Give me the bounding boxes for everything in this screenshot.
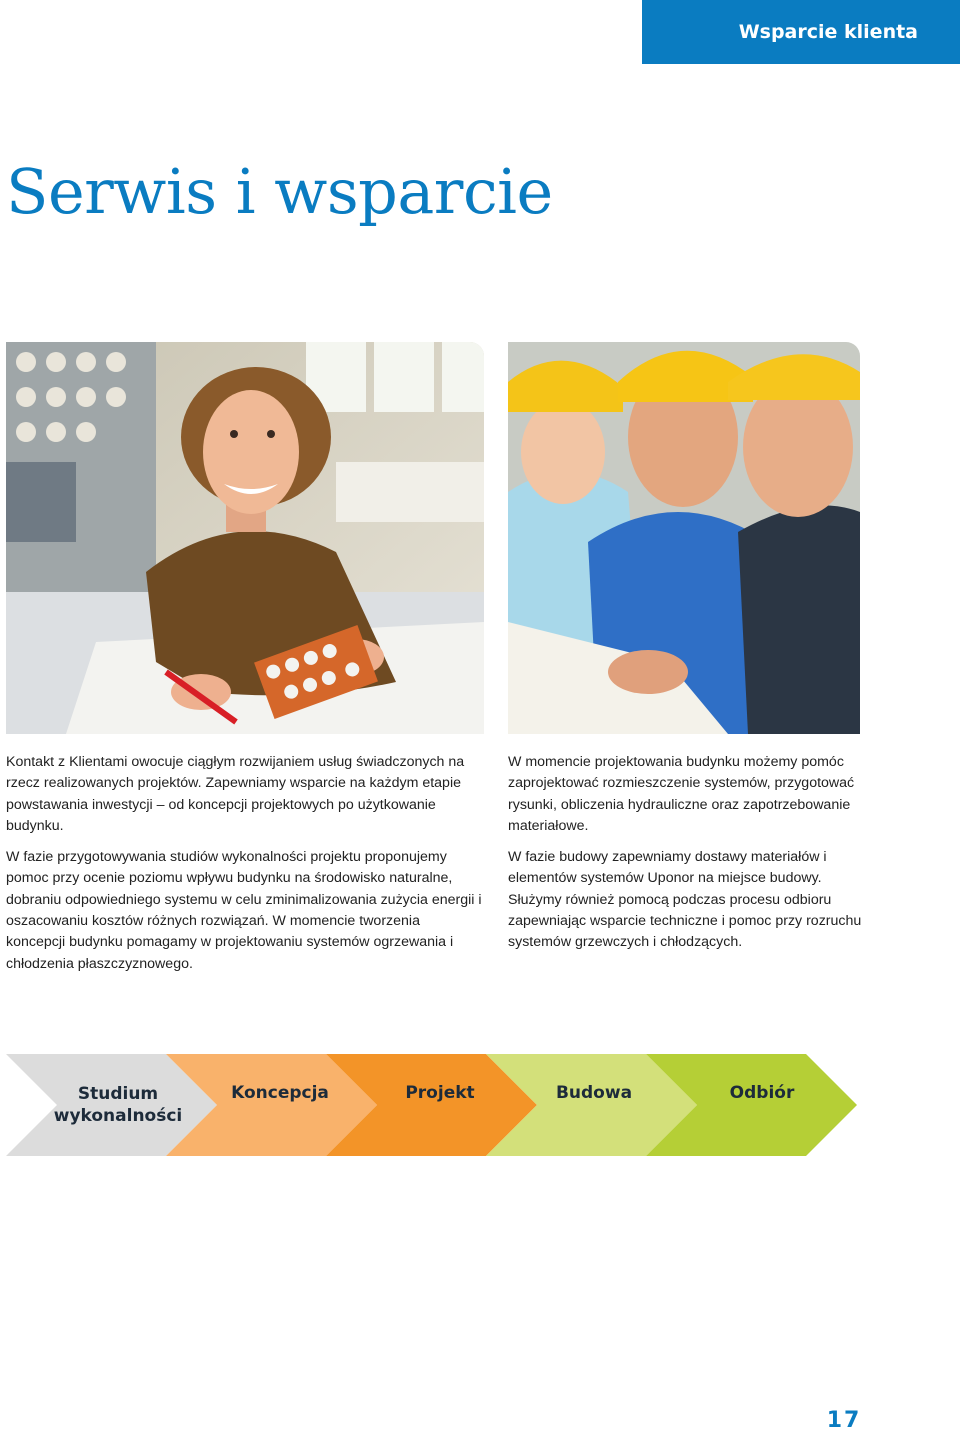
step-label-line: Studium <box>77 1084 159 1104</box>
paragraph: W fazie budowy zapewniamy dostawy materiałów i elementów systemów Uponor na miejsce budowy. Służymy również pomocą podczas procesu odbioru zapewniając wsparcie techniczne i pomoc przy rozruchu systemów grzewczych i chłodzących. <box>508 849 862 951</box>
section-tab-label: Wsparcie klienta <box>738 21 918 43</box>
process-step-studium <box>53 1054 183 1156</box>
page-title: Serwis i wsparcie <box>6 155 553 228</box>
process-diagram <box>6 1054 866 1156</box>
paragraph: Kontakt z Klientami owocuje ciągłym rozwijaniem usług świadczonych na rzecz realizowanych projektów. Zapewniamy wsparcie na każdym etapie powstawania inwestycji – od koncepcji projektowych po użytkowanie budynku. <box>6 754 465 834</box>
text-column-right <box>508 752 868 964</box>
paragraph: W fazie przygotowywania studiów wykonalności projektu proponujemy pomoc przy ocenie poziomu wpływu budynku na środowisko naturalne, dobraniu odpowiedniego systemu w celu zminimalizowania zużycia energii i oszacowaniu kosztów różnych rozwiązań. W momencie tworzenia koncepcji budynku pomagamy w projektowaniu systemów ogrzewania i chłodzenia płaszczyznowego. <box>6 849 482 972</box>
photo-woman-at-drafting-table <box>6 342 484 734</box>
text-column-left <box>6 752 482 985</box>
process-step-koncepcja: Koncepcja <box>231 1083 329 1103</box>
process-step-projekt: Projekt <box>405 1083 475 1103</box>
section-tab[interactable] <box>642 0 960 64</box>
photo-illustration-right <box>508 342 860 734</box>
process-step-budowa: Budowa <box>555 1083 633 1103</box>
photo-illustration-left <box>6 342 484 734</box>
step-label-line: wykonalności <box>53 1106 183 1126</box>
page-number: 17 <box>826 1408 862 1433</box>
paragraph: W momencie projektowania budynku możemy pomóc zaprojektować rozmieszczenie systemów, przygotować rysunki, obliczenia hydrauliczne oraz zapotrzebowanie materiałowe. <box>508 754 855 834</box>
photo-workers-in-hard-hats <box>508 342 860 734</box>
process-step-odbior: Odbiór <box>729 1083 795 1103</box>
